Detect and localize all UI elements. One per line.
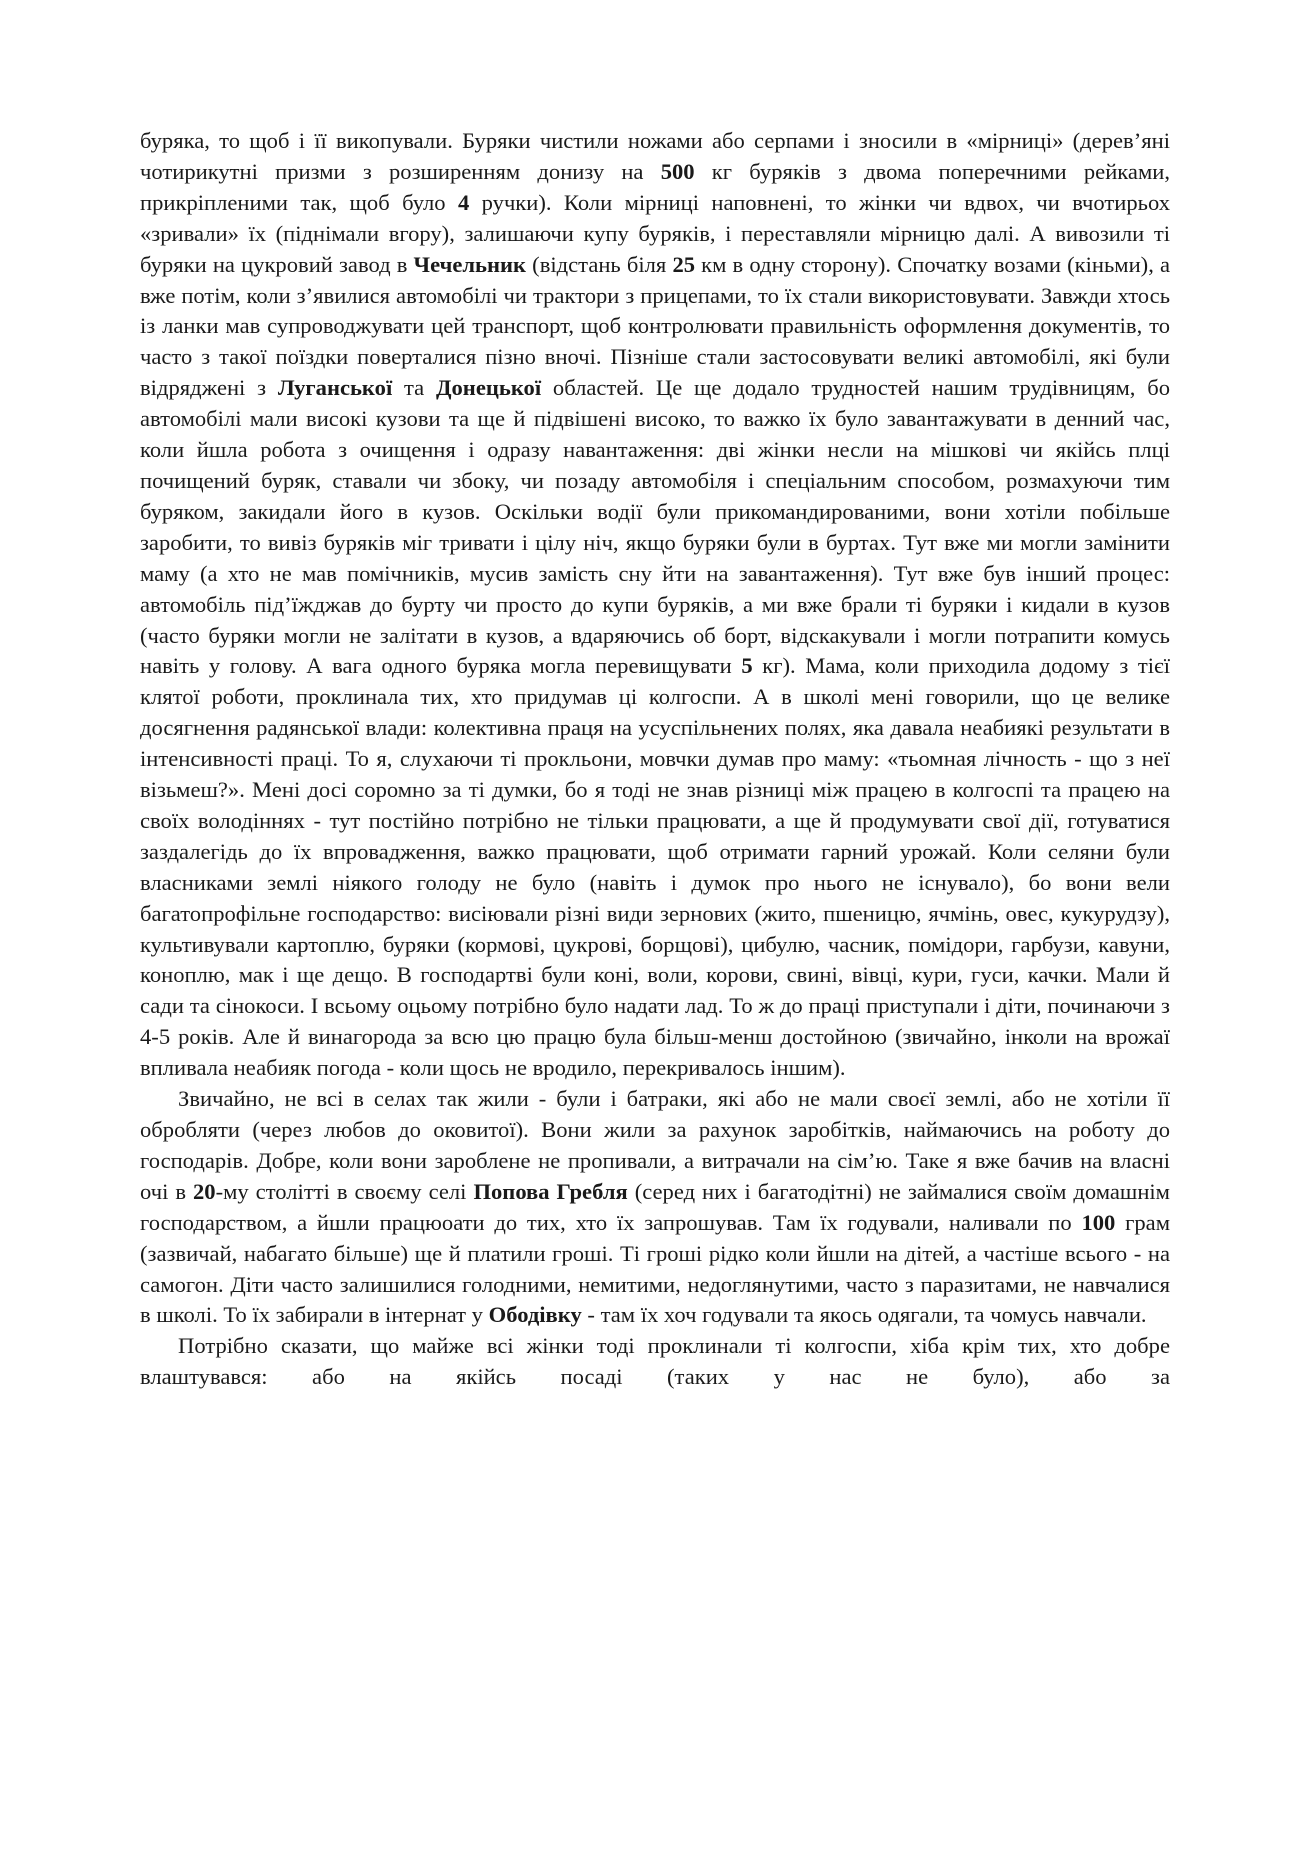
document-page — [140, 126, 1170, 1393]
text-run: Звичайно, не всі в селах так жили - були і батраки, які або не мали своєї землі, або не хотіли її обробляти (через любов до оковитої). Вони жили за рахунок заробітків, наймаючись на роботу до господарів. Добре, коли вони зароблене не пропивали, а витрачали на сім’ю. Таке я вже бачив на власні очі в — [140, 1086, 1170, 1204]
text-run: областей. Це ще додало трудностей нашим трудівницям, бо автомобілі мали високі кузови та ще й підвішені високо, то важко їх було завантажувати в денний час, коли йшла робота з очищення і одразу навантаження: дві жінки несли на мішкові чи якійсь плці почищений буряк, ставали чи збоку, чи позаду автомобіля і спеціальним способом, розмахуючи тим буряком, закидали його в кузов. Оскільки водії були прикомандированими, вони хотіли побільше заробити, то вивіз буряків міг тривати і цілу ніч, якщо буряки були в буртах. Тут вже ми могли замінити маму (а хто не мав помічників, мусив замість сну йти на завантаження). Тут вже був інший процес: автомобіль під’їжджав до бурту чи просто до купи буряків, а ми вже брали ті буряки і кидали в кузов (часто буряки могли не залітати в кузов, а вдаряючись об борт, відскакували і могли потрапити комусь навіть у голову. А вага одного буряка могла перевищувати — [140, 375, 1170, 679]
paragraph — [140, 1084, 1170, 1331]
bold-text: 20 — [192, 1178, 216, 1204]
bold-text: 4 — [457, 189, 470, 215]
text-run: (відстань біля — [526, 251, 673, 277]
text-run: км в одну сторону). Спочатку возами (кіньми), а вже потім, коли з’явилися автомобілі чи трактори з прицепами, то їх стали використовувати. Завжди хтось із ланки мав супроводжувати цей транспорт, щоб контролювати правильність оформлення документів, то часто з такої поїздки поверталися пізно вночі. Пізніше стали застосовувати великі автомобілі, які були відряджені з — [140, 251, 1171, 401]
text-run: та — [392, 375, 436, 401]
text-run: Потрібно сказати, що майже всі жінки тоді проклинали ті колгоспи, хіба крім тих, хто добре влаштувався: або на якійсь посаді (таких у нас не було), або за — [140, 1333, 1170, 1390]
text-run: буряка, то щоб і її викопували. Буряки чистили ножами або серпами і зносили в «мірниці» (дерев’яні чотирикутні призми з розширенням донизу на — [140, 128, 1170, 184]
bold-text: 500 — [660, 158, 695, 184]
text-run: кг буряків з двома поперечними рейками, прикріпленими так, щоб було — [140, 158, 1170, 215]
bold-text: Чечельник — [413, 251, 527, 277]
paragraph — [140, 1331, 1170, 1393]
text-run: -му столітті в своєму селі — [215, 1178, 474, 1204]
paragraph — [140, 126, 1170, 1084]
bold-text: 25 — [672, 251, 696, 277]
bold-text: 100 — [1081, 1209, 1116, 1235]
bold-text: 5 — [741, 653, 753, 679]
text-run: (серед них і багатодітні) не займалися своїм домашнім господарством, а йшли працюоати до тих, хто їх запрошував. Там їх годували, наливали по — [140, 1178, 1170, 1235]
text-run: кг). Мама, коли приходила додому з тієї клятої роботи, проклинала тих, хто придумав ці колгоспи. А в школі мені говорили, що це велике досягнення радянської влади: колективна праця на усуспільнених полях, яка давала неабиякі результати в інтенсивності праці. То я, слухаючи ті прокльони, мовчки думав про маму: «тьомная лічность - що з неї візьмеш?». Мені досі соромно за ті думки, бо я тоді не знав різниці між працею в колгоспі та працею на своїх володіннях - тут постійно потрібно не тільки працювати, а ще й продумувати свої дії, готуватися заздалегідь до їх впровадження, важко працювати, щоб отримати гарний урожай. Коли селяни були власниками землі ніякого голоду не було (навіть і думок про нього не існувало), бо вони вели багатопрофільне господарство: висіювали різні види зернових (жито, пшеницю, ячмінь, овес, кукурудзу), культивували картоплю, буряки (кормові, цукрові, борщові), цибулю, часник, помідори, гарбузи, кавуни, коноплю, мак і ще дещо. В господартві були коні, воли, корови, свині, вівці, кури, гуси, качки. Мали й сади та сінокоси. І всьому оцьому потрібно було надати лад. То ж до праці приступали і діти, починаючи з 4-5 років. Але й винагорода за всю цю працю була більш-менш достойною (звичайно, інколи на врожаї впливала неабияк погода - коли щось не вродило, перекривалось іншим). — [140, 653, 1171, 1081]
text-run: - там їх хоч годували та якось одягали, та чомусь навчали. — [581, 1302, 1147, 1328]
bold-text: Попова Гребля — [473, 1178, 628, 1204]
bold-text: Ободівку — [488, 1302, 582, 1328]
text-run: грам (зазвичай, набагато більше) ще й платили гроші. Ті гроші рідко коли йшли на дітей, а частіше всього - на самогон. Діти часто залишилися голодними, немитими, недоглянутими, часто з паразитами, не навчалися в школі. То їх забирали в інтернат у — [140, 1209, 1170, 1328]
text-run: ручки). Коли мірниці наповнені, то жінки чи вдвох, чи вчотирьох «зривали» їх (піднімали вгору), залишаючи купу буряків, і переставляли мірницю далі. А вивозили ті буряки на цукровий завод в — [140, 189, 1170, 277]
bold-text: Донецької — [435, 375, 542, 401]
bold-text: Луганської — [277, 375, 393, 401]
